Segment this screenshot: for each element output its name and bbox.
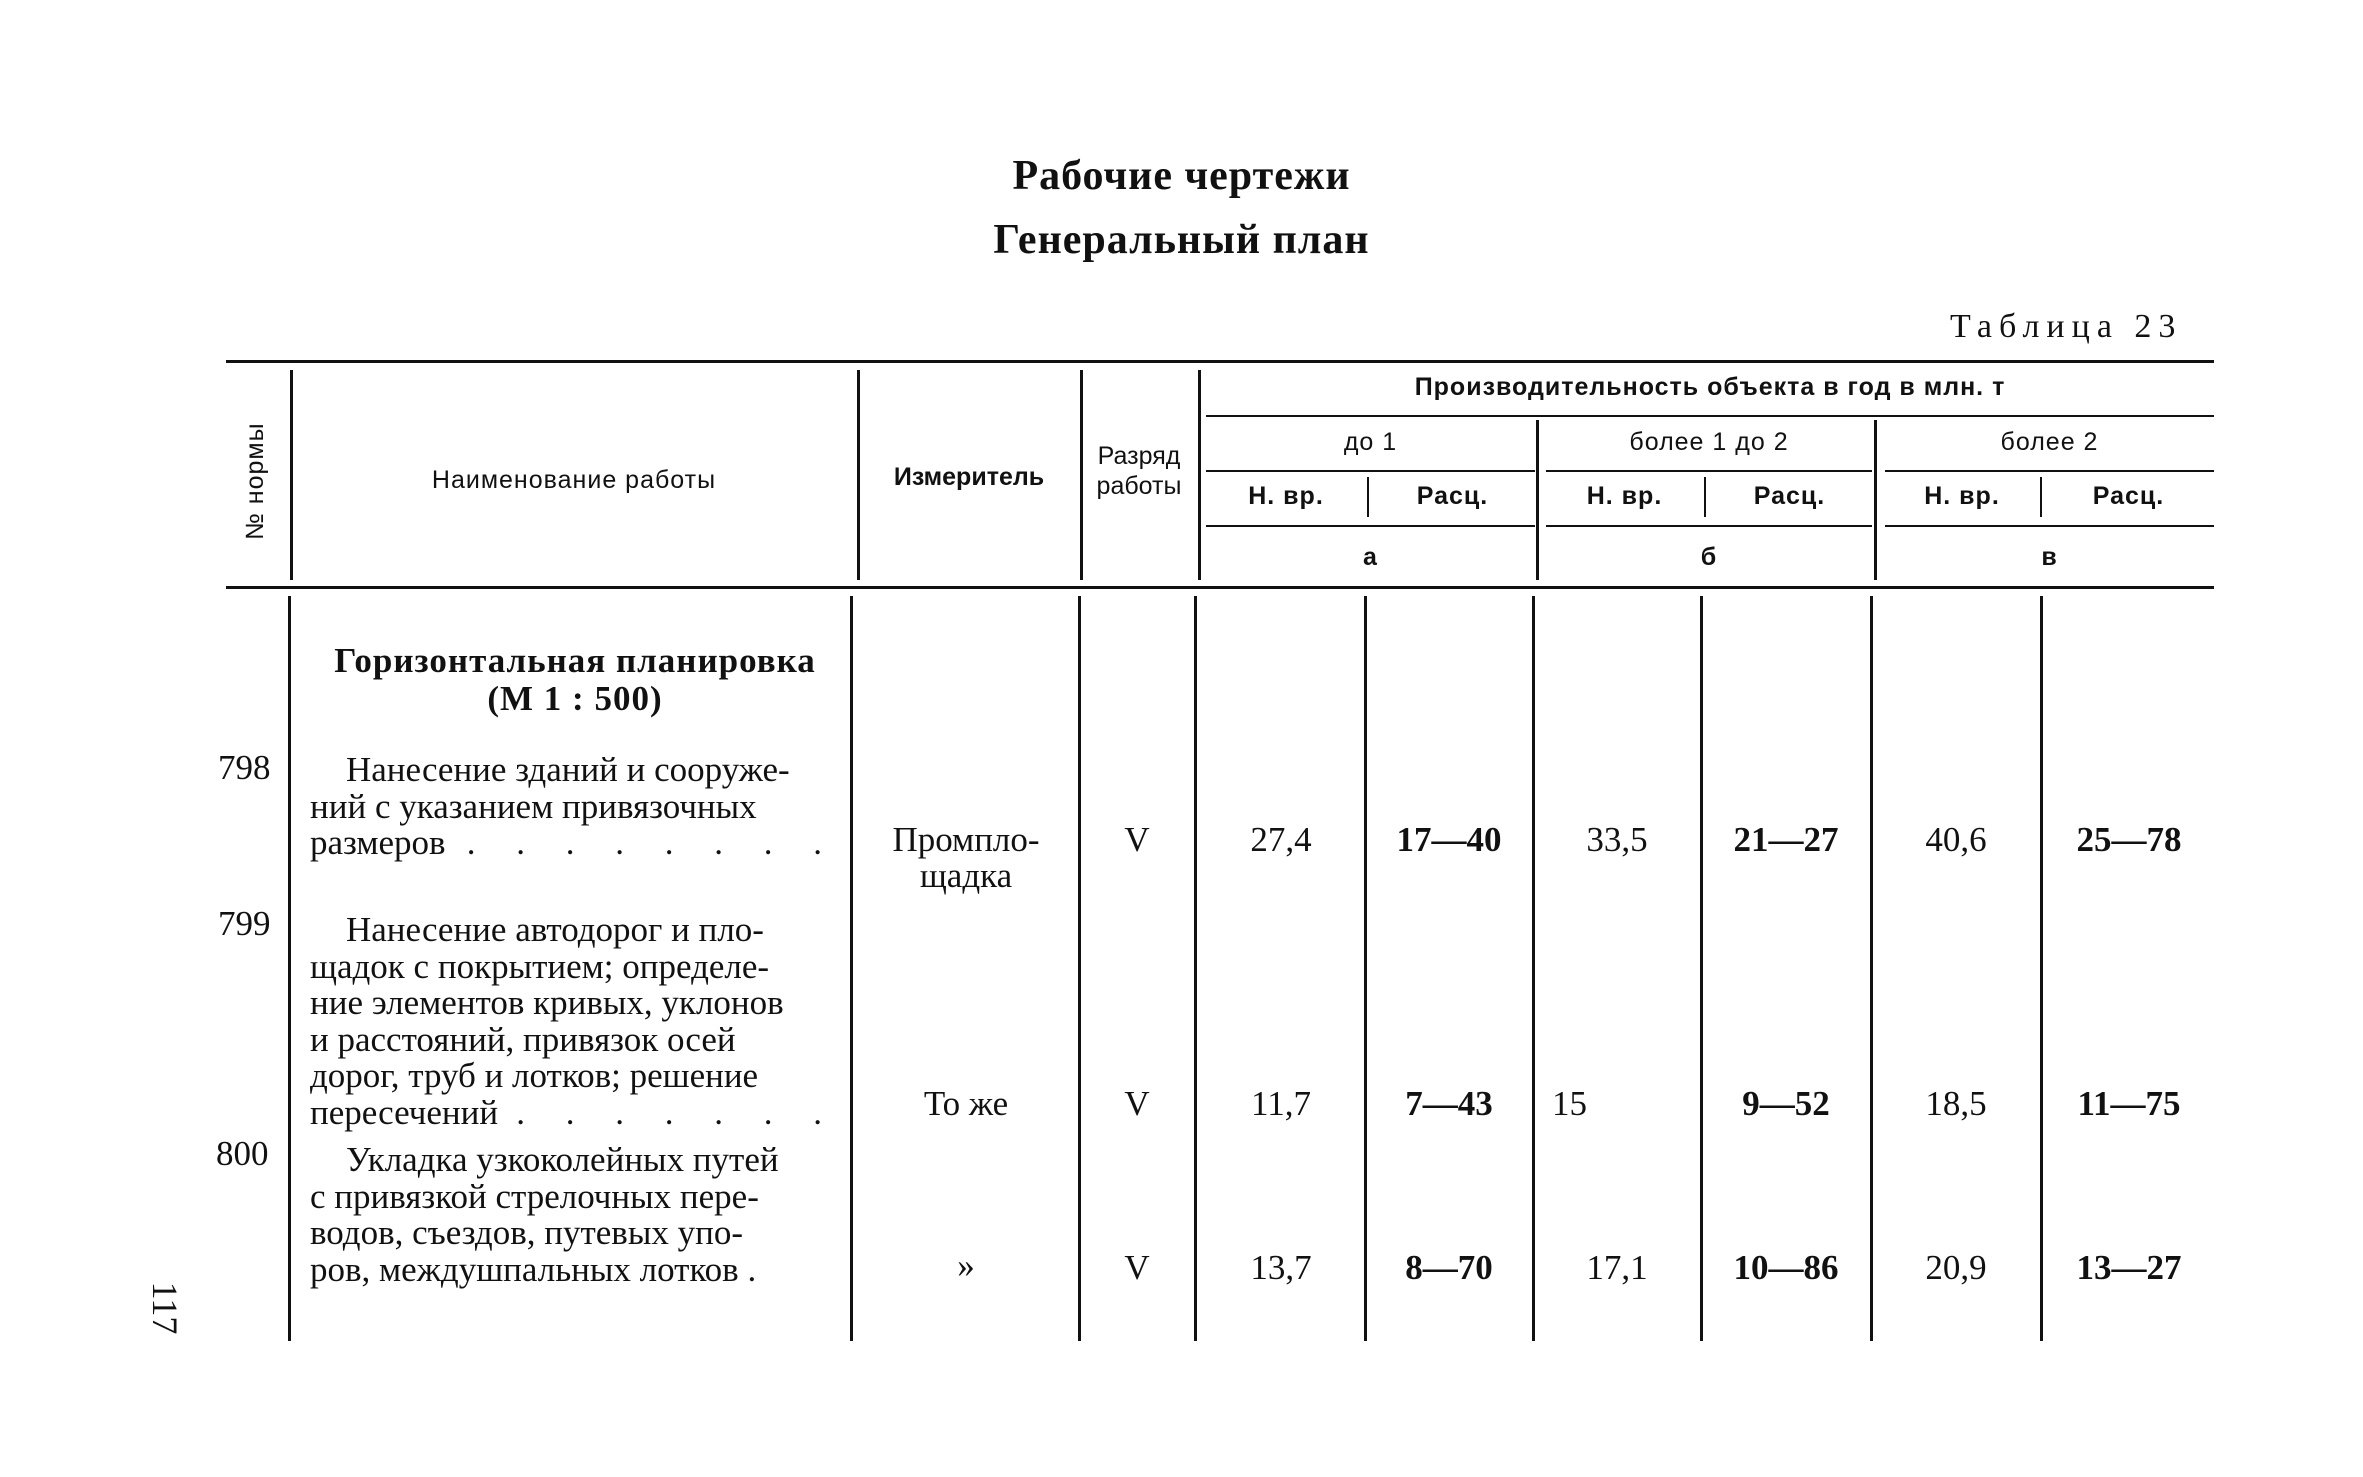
group-title-line-2: (М 1 : 500): [487, 679, 663, 718]
measure-cell: [858, 822, 1074, 894]
work-name-header: Наименование работы: [431, 466, 717, 494]
measure-header: Измеритель: [893, 463, 1045, 491]
b-time-cell: 15: [1552, 1084, 1587, 1123]
group-c-rate-header: Расц.: [2092, 482, 2165, 510]
group-b-range: более 1 до 2: [1629, 428, 1789, 456]
b-rate-cell: 9—52: [1742, 1084, 1830, 1123]
desc-line: ров, междушпальных лотков .: [310, 1249, 757, 1289]
a-time-cell: 13,7: [1250, 1248, 1312, 1287]
a-time-cell: 11,7: [1251, 1084, 1311, 1123]
b-rate-cell: 21—27: [1733, 820, 1839, 859]
desc-line: водов, съездов, путевых упо-: [310, 1213, 743, 1252]
group-a-letter: а: [1363, 543, 1378, 571]
c-rate-cell: 11—75: [2077, 1084, 2181, 1123]
work-description: [310, 912, 838, 1131]
a-time-cell: 27,4: [1250, 820, 1312, 859]
b-time-cell: 33,5: [1586, 820, 1648, 859]
leader-dots: . . . . . . . .: [466, 823, 838, 862]
desc-line: Нанесение автодорог и пло-: [346, 910, 764, 949]
c-rate-cell: 13—27: [2076, 1248, 2182, 1287]
work-description: [310, 752, 838, 862]
desc-line: щадок с покрытием; определе-: [310, 946, 770, 986]
norm-number: 800: [216, 1134, 269, 1173]
grade-header-line-2: работы: [1096, 472, 1182, 500]
c-time-cell: 18,5: [1925, 1084, 1987, 1123]
b-rate-cell: 10—86: [1733, 1248, 1839, 1287]
leader-dots: . . . . . . .: [516, 1092, 838, 1132]
group-c-range: более 2: [2000, 428, 2099, 456]
group-a-rate-header: Расц.: [1416, 482, 1489, 510]
measure-cell: То же: [923, 1084, 1009, 1123]
desc-line: Нанесение зданий и сооруже-: [346, 750, 790, 789]
desc-line: ние элементов кривых, уклонов: [310, 983, 784, 1022]
desc-line: [310, 825, 838, 862]
desc-line: [310, 1092, 838, 1132]
desc-line: ний с указанием привязочных: [310, 786, 757, 826]
section-title: Рабочие чертежи: [1012, 153, 1351, 199]
table-label: Таблица 23: [1950, 308, 2183, 345]
grade-cell: V: [1124, 1248, 1150, 1287]
group-c-letter: в: [2041, 543, 2058, 571]
norm-number-header: № нормы: [241, 422, 269, 540]
measure-line: щадка: [919, 856, 1013, 895]
group-title-line-1: Горизонтальная планировка: [334, 641, 816, 680]
work-description: [310, 1142, 838, 1288]
a-rate-cell: 17—40: [1396, 820, 1502, 859]
desc-line: с привязкой стрелочных пере-: [310, 1176, 759, 1216]
subsection-title: Генеральный план: [993, 217, 1370, 263]
norm-number: 798: [218, 748, 271, 787]
capacity-header: Производительность объекта в год в млн. т: [1414, 373, 2006, 401]
c-time-cell: 40,6: [1925, 820, 1987, 859]
desc-line: и расстояний, привязок осей: [310, 1019, 736, 1059]
grade-cell: V: [1124, 820, 1150, 859]
grade-header-line-1: Разряд: [1097, 442, 1181, 470]
c-time-cell: 20,9: [1925, 1248, 1987, 1287]
desc-line: дорог, труб и лотков; решение: [310, 1056, 759, 1095]
grade-header: [1082, 441, 1196, 501]
group-a-range: до 1: [1343, 428, 1398, 456]
group-b-letter: б: [1700, 543, 1718, 571]
group-a-time-header: Н. вр.: [1248, 482, 1324, 510]
grade-cell: V: [1124, 1084, 1150, 1123]
desc-line: Укладка узкоколейных путей: [346, 1140, 779, 1179]
page-number: 117: [145, 1281, 185, 1335]
measure-line: Промпло-: [892, 820, 1040, 859]
b-time-cell: 17,1: [1586, 1248, 1648, 1287]
group-c-time-header: Н. вр.: [1924, 482, 2000, 510]
desc-line-text: размеров: [310, 823, 446, 862]
a-rate-cell: 8—70: [1405, 1248, 1493, 1287]
measure-cell: »: [957, 1246, 975, 1285]
desc-line-text: пересечений: [310, 1092, 499, 1132]
a-rate-cell: 7—43: [1405, 1084, 1493, 1123]
group-b-time-header: Н. вр.: [1586, 482, 1663, 510]
group-b-rate-header: Расц.: [1753, 482, 1826, 510]
c-rate-cell: 25—78: [2076, 820, 2182, 859]
group-title: [300, 642, 850, 718]
norm-number: 799: [218, 904, 271, 943]
